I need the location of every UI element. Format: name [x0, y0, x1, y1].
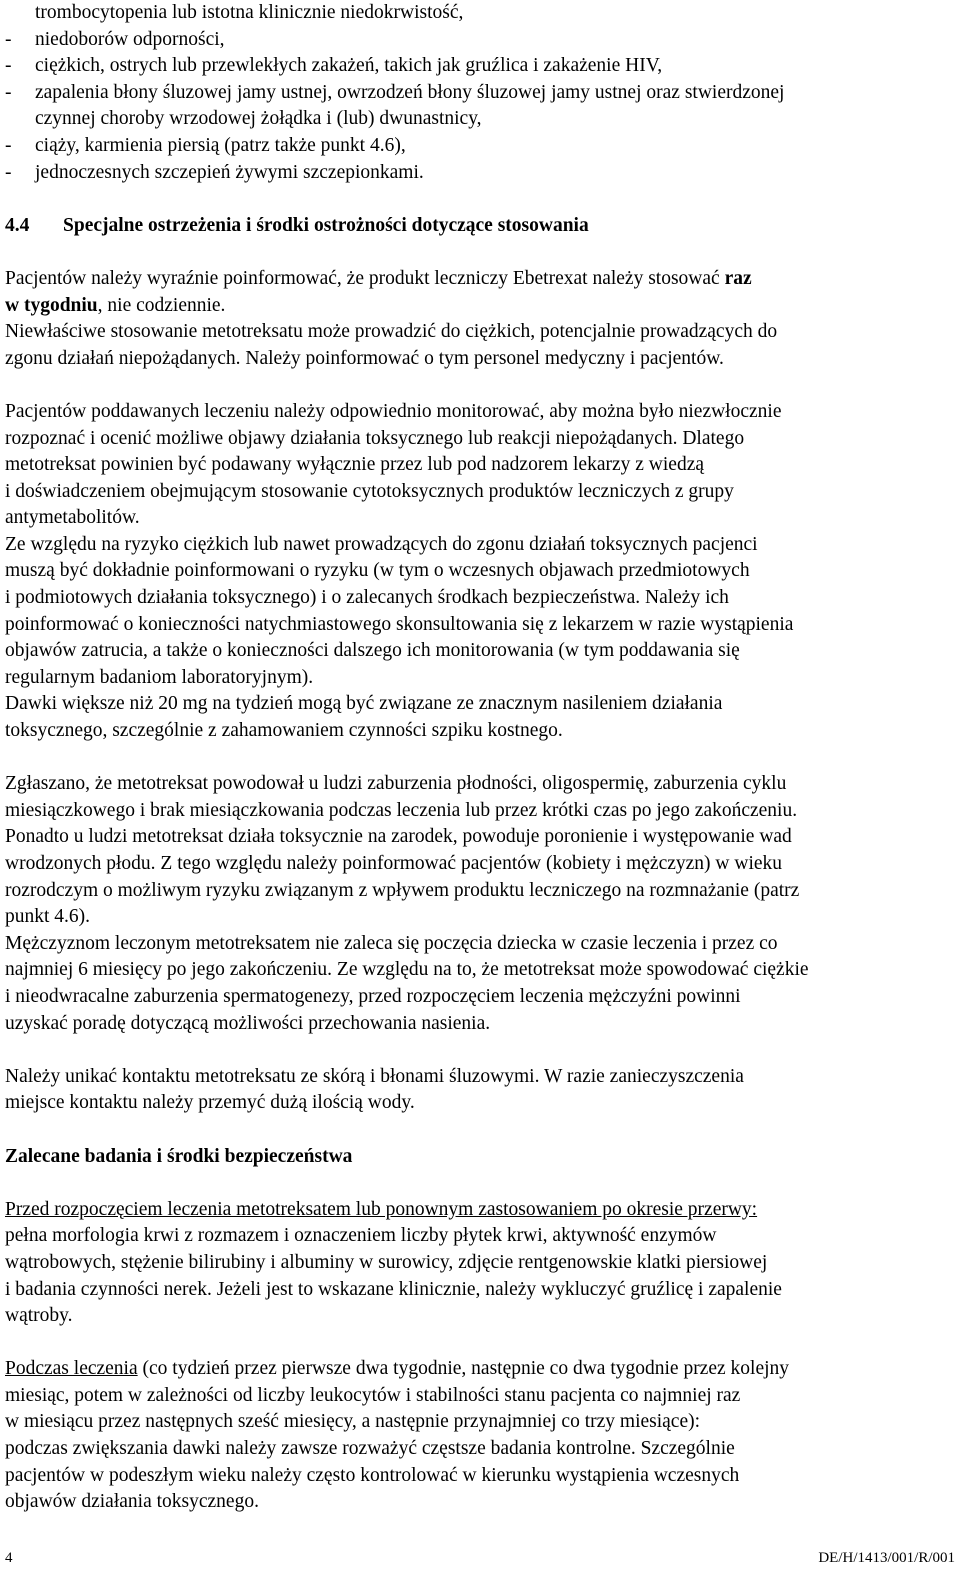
paragraph-fertility: Zgłaszano, że metotreksat powodował u ludzi zaburzenia płodności, oligospermię, zaburzenia cyklu miesiączkowego i brak miesiączkowania podczas leczenia lub przez krótki czas po jego zakończeniu. Ponadto u ludzi metotreksat działa toksycznie na zarodek, powoduje poronienie i występowanie wad wrodzonych płodu. Z tego względu należy poinformować pacjentów (kobiety i mężczyzn) w wieku rozrodczym o możliwym ryzyku związanym z wpływem produktu leczniczego na rozmnażanie (patrz punkt 4.6). Mężczyznom leczonym metotreksatem nie zaleca się poczęcia dziecka w czasie leczenia i przez co najmniej 6 miesięcy po jego zakończeniu. Ze względu na to, że metotreksat może spowodować ciężkie i nieodwracalne zaburzenia spermatogenezy, przed rozpoczęciem leczenia mężczyźni powinni uzyskać poradę dotyczącą możliwości przechowania nasienia. — [5, 773, 809, 1034]
underlined-text: Podczas leczenia — [5, 1358, 138, 1380]
list-item-continuation: czynnej choroby wrzodowej żołądka i (lub) dwunastnicy, — [35, 108, 482, 130]
section-heading — [5, 213, 955, 240]
paragraph-weekly-dosing: Pacjentów należy wyraźnie poinformować, że produkt leczniczy Ebetrexat należy stosować raz w tygodniu, nie codziennie. Niewłaściwe stosowanie metotreksatu może prowadzić do ciężkich, potencjalnie prowadzących do zgonu działań niepożądanych. Należy poinformować o tym personel medyczny i pacjentów. — [5, 267, 778, 369]
list-item: - ciężkich, ostrych lub przewlekłych zakażeń, takich jak gruźlica i zakażenie HIV, — [5, 53, 955, 80]
list-dash: - — [5, 28, 12, 50]
paragraph-during-treatment: Podczas leczenia (co tydzień przez pierwsze dwa tygodnie, następnie co dwa tygodnie przez kolejny miesiąc, potem w zależności od liczby leukocytów i stabilności stanu pacjenta co najmniej raz w miesiącu przez następnych sześć miesięcy, a następnie przynajmniej co trzy miesiące): podczas zwiększania dawki należy zawsze rozważyć częstsze badania kontrolne. Szczególnie pacjentów w podeszłym wieku należy często kontrolować w kierunku wystąpienia wczesnych objawów działania toksycznego. — [5, 1358, 790, 1513]
paragraph-skin-contact: Należy unikać kontaktu metotreksatu ze skórą i błonami śluzowymi. W razie zanieczyszczenia miejsce kontaktu należy przemyć dużą ilością wody. — [5, 1065, 744, 1114]
list-item: - jednoczesnych szczepień żywymi szczepionkami. — [5, 160, 955, 187]
page-footer — [5, 1548, 955, 1568]
list-dash: - — [5, 161, 12, 183]
subheading: Zalecane badania i środki bezpieczeństwa — [5, 1145, 353, 1167]
underlined-text: Przed rozpoczęciem leczenia metotreksatem lub ponownym zastosowaniem po okresie przerwy: — [5, 1198, 758, 1220]
list-item: - zapalenia błony śluzowej jamy ustnej, owrzodzeń błony śluzowej jamy ustnej oraz stwierdzonej — [5, 80, 955, 107]
list-continuation: trombocytopenia lub istotna klinicznie niedokrwistość, — [35, 2, 464, 23]
page-number: 4 — [5, 1550, 13, 1566]
list-item: - niedoborów odporności, — [5, 27, 955, 54]
bold-emphasis: w tygodniu — [5, 294, 98, 316]
list-dash: - — [5, 134, 12, 156]
document-code: DE/H/1413/001/R/001 — [818, 1550, 955, 1566]
section-title: Specjalne ostrzeżenia i środki ostrożności dotyczące stosowania — [63, 214, 589, 236]
section-number: 4.4 — [5, 214, 30, 236]
bold-emphasis: raz — [724, 267, 752, 289]
paragraph-monitoring: Pacjentów poddawanych leczeniu należy odpowiednio monitorować, aby można było niezwłocznie rozpoznać i ocenić możliwe objawy działania toksycznego lub reakcji niepożądanych. Dlatego metotreksat powinien być podawany wyłącznie przez lub pod nadzorem lekarzy z wiedzą i doświadczeniem obejmującym stosowanie cytotoksycznych produktów leczniczych z grupy antymetabolitów. Ze względu na ryzyko ciężkich lub nawet prowadzących do zgonu działań toksycznych pacjenci muszą być dokładnie poinformowani o ryzyku (w tym o wczesnych objawach przedmiotowych i podmiotowych działania toksycznego) i o zalecanych środkach bezpieczeństwa. Należy ich poinformować o konieczności natychmiastowego skonsultowania się z lekarzem w razie wystąpienia objawów zatrucia, a także o konieczności dalszego ich monitorowania (w tym poddawania się regularnym badaniom laboratoryjnym). Dawki większe niż 20 mg na tydzień mogą być związane ze znacznym nasileniem działania toksycznego, szczególnie z zahamowaniem czynności szpiku kostnego. — [5, 400, 794, 742]
list-dash: - — [5, 55, 12, 77]
paragraph-before-treatment: Przed rozpoczęciem leczenia metotreksatem lub ponownym zastosowaniem po okresie przerwy: pełna morfologia krwi z rozmazem i oznaczeniem liczby płytek krwi, aktywność enzymów wątrobowych, stężenie bilirubiny i albuminy w surowicy, zdjęcie rentgenowskie klatki piersiowej i badania czynności nerek. Jeżeli jest to wskazane klinicznie, należy wykluczyć gruźlicę i zapalenie wątroby. — [5, 1197, 955, 1330]
document-page — [5, 0, 955, 1516]
list-dash: - — [5, 81, 12, 103]
list-item: - ciąży, karmienia piersią (patrz także punkt 4.6), — [5, 133, 955, 160]
